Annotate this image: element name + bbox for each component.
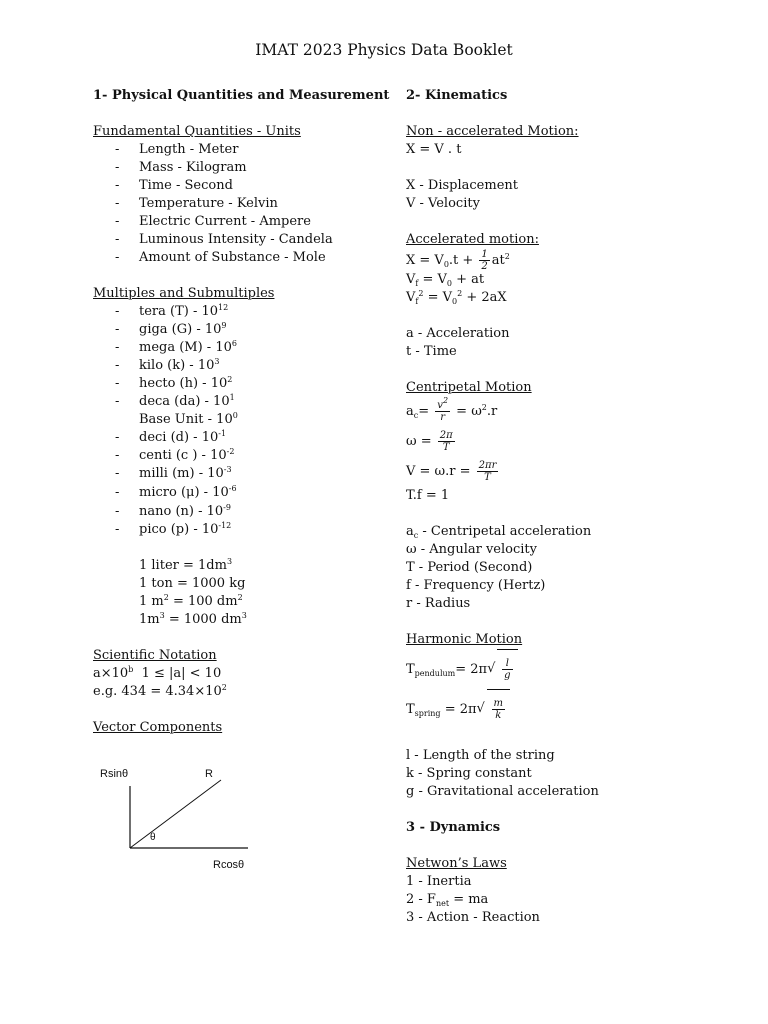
fundamental-list	[93, 141, 393, 267]
right-column	[406, 87, 736, 927]
multiples-heading: Multiples and Submultiples	[93, 286, 275, 301]
list-item: - deca $(da) - 10^1$	[115, 393, 235, 409]
accelerated-eq-1: $X = V_0.t$ + $\frac{1}{2}$ $at^2$	[406, 249, 510, 272]
list-item: - Mass - Kilogram	[115, 160, 247, 175]
non-accelerated-equation: X = V . t	[406, 142, 462, 157]
spring-constant-def: k - Spring constant	[406, 766, 532, 781]
list-item: - hecto $(h) - 10^2$	[115, 375, 233, 391]
list-item: - Length - Meter	[115, 142, 239, 157]
list-item: - Time - Second	[115, 178, 233, 193]
acceleration-def: a - Acceleration	[406, 326, 510, 341]
sqrt-symbol: √ $\frac{m}{k}$	[477, 689, 510, 730]
list-item: - mega $(M) - 10^6$	[115, 339, 237, 355]
angular-velocity-def: ω - Angular velocity	[406, 542, 537, 557]
period-def: T - Period (Second)	[406, 560, 533, 575]
spring-eq: $T_{spring} = 2\pi$ √ $\frac{m}{k}$	[406, 689, 736, 729]
list-item: - deci $(d) - 10^{-1}$	[115, 429, 227, 445]
list-item: - centi (c ) - $10^{-2}$	[115, 447, 235, 463]
sqrt-symbol: √ $\frac{l}{g}$	[487, 649, 517, 690]
scientific-notation-rule: $a\times 10^b$ 1 ≤ |a| < 10	[93, 665, 222, 681]
accelerated-eq-2: $V_f = V_0$ + at	[406, 272, 485, 288]
list-item: - micro $(\mu) - 10^{-6}$	[115, 484, 237, 500]
centripetal-eq-omega: ω = $\frac{2\pi}{T}$	[406, 430, 453, 453]
newton-law-2: $2 - F_{net}$ = ma	[406, 892, 489, 908]
vector-components-diagram	[93, 760, 263, 880]
list-item: - nano $(n) - 10^{-9}$	[115, 503, 231, 519]
frequency-def: f - Frequency (Hertz)	[406, 578, 546, 593]
base-unit: Base Unit - $10^0$	[139, 411, 238, 427]
list-item: - tera $(T) - 10^{12}$	[115, 303, 229, 319]
fundamental-quantities-heading: Fundamental Quantities - Units	[93, 124, 301, 139]
newtons-laws-heading: Netwon’s Laws	[406, 856, 507, 871]
centripetal-eq-ac: $a_c=$ $\frac{v^2}{r}$ = $\omega^2.r$	[406, 396, 498, 423]
gravity-def: g - Gravitational acceleration	[406, 784, 599, 799]
list-item: - Amount of Substance - Mole	[115, 250, 326, 265]
accelerated-eq-3: $V_f^2 = V_0^2 + 2aX$	[406, 289, 507, 306]
radius-def: r - Radius	[406, 596, 471, 611]
section-3-title: 3 - Dynamics	[406, 820, 501, 835]
vector-components-heading: Vector Components	[93, 720, 223, 735]
conversion-liter: 1 liter = $1dm^3$	[139, 557, 233, 573]
velocity-def: V - Velocity	[406, 196, 480, 211]
centripetal-eq-tf: T.f = 1	[406, 488, 450, 503]
multiples-list	[93, 303, 393, 539]
rsin-label: Rsinθ	[100, 768, 129, 780]
list-item: - Temperature - Kelvin	[115, 196, 278, 211]
time-def: t - Time	[406, 344, 457, 359]
left-column	[93, 87, 393, 737]
conversion-m3: $1m^3 = 1000$ $dm^3$	[139, 611, 247, 627]
scientific-notation-heading: Scientific Notation	[93, 648, 217, 663]
page-title: IMAT 2023 Physics Data Booklet	[255, 41, 513, 59]
newton-law-3: 3 - Action - Reaction	[406, 910, 540, 925]
section-1-title: 1- Physical Quantities and Measurement	[93, 88, 390, 103]
centripetal-accel-def: $a_c$ - Centripetal acceleration	[406, 524, 592, 540]
conversion-m2: 1 $m^2 = 100$ $dm^2$	[139, 593, 243, 609]
harmonic-heading: Harmonic Motion	[406, 632, 523, 647]
section-2-title: 2- Kinematics	[406, 88, 508, 103]
list-item: - milli $(m) - 10^{-3}$	[115, 465, 232, 481]
resultant-vector	[130, 780, 221, 848]
list-item: - giga $(G) - 10^9$	[115, 321, 227, 337]
r-label: R	[205, 768, 213, 780]
displacement-def: X - Displacement	[406, 178, 518, 193]
centripetal-heading: Centripetal Motion	[406, 380, 532, 395]
list-item: - Luminous Intensity - Candela	[115, 232, 333, 247]
non-accelerated-heading: Non - accelerated Motion:	[406, 124, 579, 139]
conversion-ton: 1 ton = 1000 kg	[139, 576, 246, 591]
rcos-label: Rcosθ	[213, 859, 245, 871]
list-item: - pico $(p) - 10^{-12}$	[115, 521, 232, 537]
length-def: l - Length of the string	[406, 748, 555, 763]
pendulum-eq: $T_{pendulum}= 2\pi$ √ $\frac{l}{g}$	[406, 649, 736, 689]
theta-label: θ	[150, 832, 156, 843]
scientific-notation-example: e.g. $434 = 4.34\times 10^2$	[93, 683, 227, 699]
centripetal-eq-v: V = ω.r = $\frac{2\pi r}{T}$	[406, 460, 497, 483]
list-item: - Electric Current - Ampere	[115, 214, 311, 229]
newton-law-1: 1 - Inertia	[406, 874, 472, 889]
list-item: - kilo $(k) - 10^3$	[115, 357, 220, 373]
accelerated-heading: Accelerated motion:	[406, 232, 539, 247]
